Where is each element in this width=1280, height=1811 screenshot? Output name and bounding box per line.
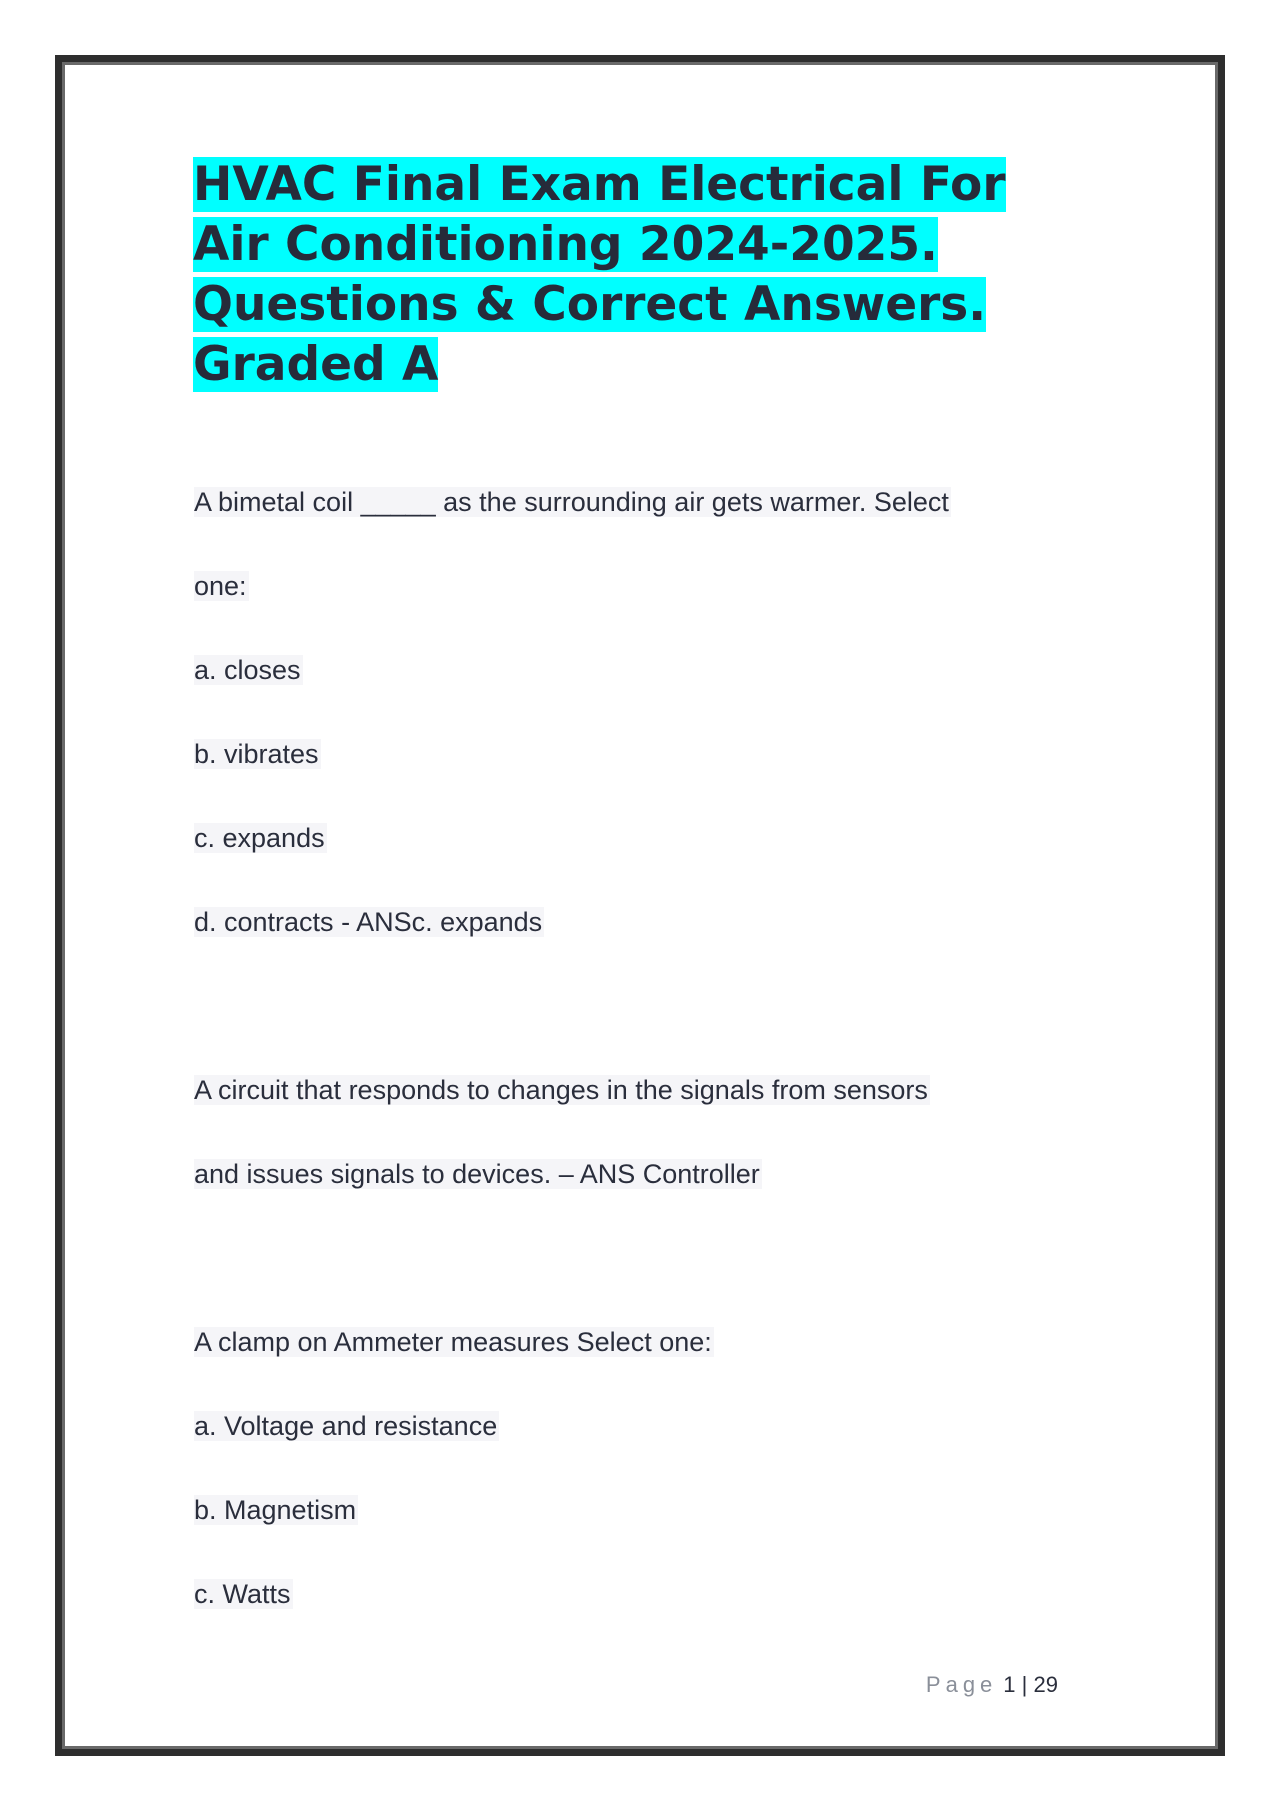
text-line bbox=[194, 1321, 1094, 1405]
text-line bbox=[194, 1153, 1094, 1237]
total-pages: 29 bbox=[1033, 1672, 1058, 1697]
line-text: c. expands bbox=[194, 823, 325, 853]
line-text: a. closes bbox=[194, 655, 301, 685]
page-number: 1 bbox=[1003, 1672, 1016, 1697]
line-text: b. Magnetism bbox=[194, 1495, 357, 1525]
line-text: A bimetal coil _____ as the surrounding air gets warmer. Select bbox=[194, 487, 949, 517]
text-line bbox=[194, 1405, 1094, 1489]
line-text: A clamp on Ammeter measures Select one: bbox=[194, 1327, 712, 1357]
line-text: one: bbox=[194, 571, 247, 601]
text-line bbox=[194, 1069, 1094, 1153]
page-separator: | bbox=[1021, 1672, 1028, 1697]
text-line bbox=[194, 481, 1094, 565]
text-line bbox=[194, 565, 1094, 649]
line-text: d. contracts - ANSc. expands bbox=[194, 907, 543, 937]
page-footer bbox=[926, 1672, 1058, 1698]
text-line bbox=[194, 817, 1094, 901]
title-text: HVAC Final Exam Electrical For Air Conditioning 2024-2025. Questions & Correct Answers. Graded A bbox=[193, 157, 1006, 392]
text-line bbox=[194, 1489, 1094, 1573]
document-body bbox=[194, 481, 1094, 1657]
line-text: A circuit that responds to changes in the signals from sensors bbox=[194, 1075, 928, 1105]
line-text: and issues signals to devices. – ANS Controller bbox=[194, 1159, 760, 1189]
line-text: b. vibrates bbox=[194, 739, 319, 769]
line-text: c. Watts bbox=[194, 1579, 291, 1609]
blank-line bbox=[194, 985, 1094, 1069]
text-line bbox=[194, 733, 1094, 817]
text-line bbox=[194, 649, 1094, 733]
line-text: a. Voltage and resistance bbox=[194, 1411, 498, 1441]
document-title bbox=[193, 155, 1093, 395]
text-line bbox=[194, 1573, 1094, 1657]
blank-line bbox=[194, 1237, 1094, 1321]
page-label: Page bbox=[925, 1672, 998, 1697]
text-line bbox=[194, 901, 1094, 985]
